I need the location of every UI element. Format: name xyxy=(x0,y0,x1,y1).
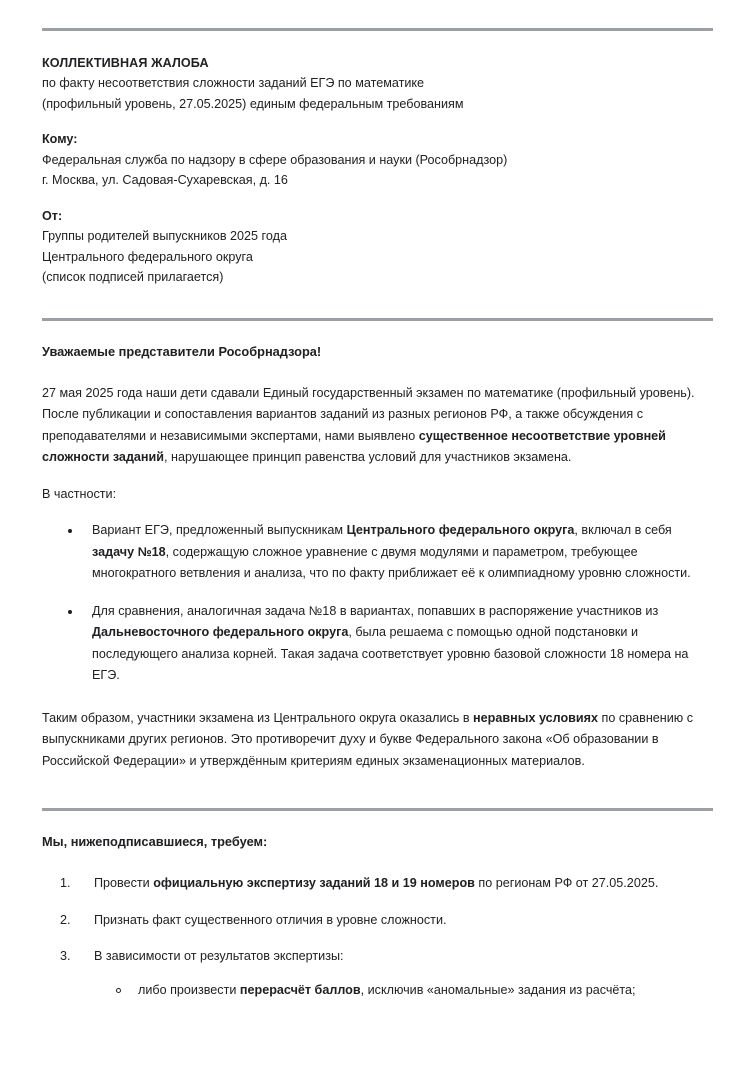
conclusion-text-part-2: по сравнению с выпускниками других регионов. Это противоречит духу и букве Федерального закона «Об образовании в Российской Федерации» и утверждённым критериям единых экзаменационных материалов. xyxy=(42,710,694,768)
addressee-label: Кому: xyxy=(42,132,78,146)
findings-list xyxy=(42,520,713,687)
list-item xyxy=(42,601,708,687)
suboption-text-part-2: , исключив «аномальные» задания из расчёта; xyxy=(360,982,636,997)
spacer xyxy=(42,852,713,873)
bullet-text-emphasis-1: Дальневосточного федерального округа xyxy=(92,625,349,639)
addressee-line-1: Федеральная служба по надзору в сфере образования и науки (Рособрнадзор) xyxy=(42,152,508,167)
spacer xyxy=(42,772,713,808)
spacer xyxy=(42,288,713,318)
demand-text-part-1: Провести xyxy=(94,876,154,890)
list-item xyxy=(42,520,708,585)
document-page xyxy=(0,28,729,1081)
list-item xyxy=(42,873,708,895)
document-subtitle-line-2: (профильный уровень, 27.05.2025) единым федеральным требованиям xyxy=(42,96,464,111)
bullet-text-part-2: , включал в себя xyxy=(574,523,672,537)
sender-line-2: Центрального федерального округа xyxy=(42,249,253,264)
page-title: КОЛЛЕКТИВНАЯ ЖАЛОБА xyxy=(42,56,209,70)
bullet-text-part-3: , содержащую сложное уравнение с двумя модулями и параметром, требующее многократного ветвления и анализа, что по факту приближает её к олимпиадному уровню сложности. xyxy=(92,544,691,580)
spacer xyxy=(42,321,713,342)
intro-text-part-2: , нарушающее принцип равенства условий для участников экзамена. xyxy=(164,450,572,464)
addressee-line-2: г. Москва, ул. Садовая-Сухаревская, д. 16 xyxy=(42,173,288,187)
sender-line-1: Группы родителей выпускников 2025 года xyxy=(42,229,287,243)
spacer xyxy=(42,31,713,53)
spacer xyxy=(42,362,713,383)
document-header xyxy=(42,53,713,114)
spacer xyxy=(42,505,713,520)
document-subtitle-line-1: по факту несоответствия сложности заданий ЕГЭ по математике xyxy=(42,76,425,90)
demand-suboptions-list xyxy=(94,980,708,1002)
conclusion-paragraph xyxy=(42,708,708,773)
demand-text-part-2: по регионам РФ от 27.05.2025. xyxy=(474,876,659,890)
conclusion-text-emphasis: неравных условиях xyxy=(473,710,599,725)
intro-paragraph xyxy=(42,383,708,469)
list-item xyxy=(42,910,708,932)
spacer xyxy=(42,114,713,129)
spacer xyxy=(42,469,713,484)
addressee-block xyxy=(42,129,713,191)
bullet-text-emphasis-1: Центрального федерального округа xyxy=(346,523,575,537)
bullet-text-part-2: , была решаема с помощью одной подстановки и последующего анализа корней. Такая задача соответствует уровню базовой сложности 18 номера на ЕГЭ. xyxy=(92,625,689,682)
conclusion-text-part-1: Таким образом, участники экзамена из Центрального округа оказались в xyxy=(42,710,474,725)
salutation: Уважаемые представители Рособрнадзора! xyxy=(42,343,322,359)
demand-text-part-1: В зависимости от результатов экспертизы: xyxy=(94,949,344,963)
list-item xyxy=(42,946,708,1001)
spacer xyxy=(42,687,713,708)
bullet-text-emphasis-2: задачу №18 xyxy=(92,544,166,559)
demand-text-emphasis: официальную экспертизу заданий 18 и 19 номеров xyxy=(153,876,475,890)
sender-line-3: (список подписей прилагается) xyxy=(42,270,224,284)
bullet-text-part-1: Вариант ЕГЭ, предложенный выпускникам xyxy=(92,523,347,537)
spacer xyxy=(42,811,713,832)
suboption-text-part-1: либо произвести xyxy=(138,982,240,997)
suboption-text-emphasis: перерасчёт баллов xyxy=(239,982,361,997)
intro-text-part-1: 27 мая 2025 года наши дети сдавали Единый государственный экзамен по математике (профильный уровень). После публикации и сопоставления вариантов заданий из разных регионов РФ, а также обсуждения с преподавателями и независимыми экспертами, нами выявлено xyxy=(42,385,695,443)
sender-label: От: xyxy=(42,208,63,223)
bullet-text-part-1: Для сравнения, аналогичная задача №18 в вариантах, попавших в распоряжение участников из xyxy=(92,603,659,618)
sender-block xyxy=(42,206,713,288)
demands-heading: Мы, нижеподписавшиеся, требуем: xyxy=(42,834,268,849)
intro-text-emphasis: существенное несоответствие уровней сложности заданий xyxy=(42,428,666,464)
in-particular-label: В частности: xyxy=(42,486,117,501)
demand-text-part-1: Признать факт существенного отличия в уровне сложности. xyxy=(94,912,447,927)
list-item xyxy=(94,980,658,1002)
spacer xyxy=(42,191,713,206)
demands-list xyxy=(42,873,713,1001)
